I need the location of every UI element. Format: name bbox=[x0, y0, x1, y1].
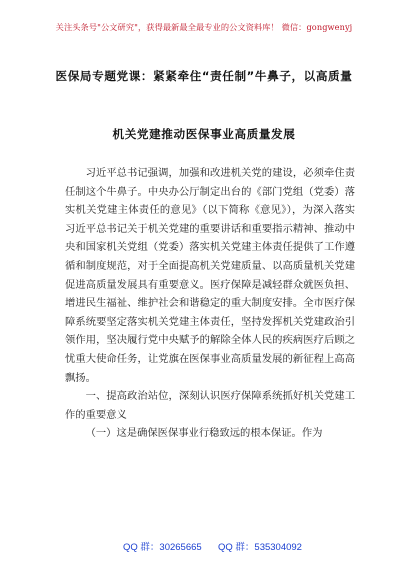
footer-qq-group-2: QQ 群：535304092 bbox=[218, 542, 302, 553]
document-title-line-1: 医保局专题党课：紧紧牵住“责任制”牛鼻子，以高质量 bbox=[55, 69, 353, 83]
paragraph-subsection-1: （一）这是确保医保事业行稳致远的根本保证。作为 bbox=[85, 427, 323, 440]
paragraph-intro: 习近平总书记强调，加强和改进机关党的建设，必须牵住责任制这个牛鼻子。中央办公厅制定出台的《部门党组（党委）落实机关党建主体责任的意见》（以下简称《意见》），为深入落实习近平总书记关于机关党建的重要讲话和重要指示精神、推动中央和国家机关党组（党委）落实机关党建主体责任提供了工作遵循和制度规范，对于全面提高机关党建质量、以高质量机关党建促进高质量发展具有重要意义。医疗保障是减轻群众就医负担、增进民生福祉、维护社会和谐稳定的重大制度安排。全市医疗保障系统要坚定落实机关党建主体责任，坚持发挥机关党建政治引领作用，坚决履行党中央赋予的解除全体人民的疾病医疗后顾之忧重大使命任务，让党旗在医保事业高质量发展的新征程上高高飘扬。 bbox=[65, 167, 355, 384]
header-promo-note: 关注头条号"公文研究"，获得最新最全最专业的公文资料库！ 微信：gongwenyj bbox=[55, 22, 353, 32]
document-body bbox=[65, 164, 355, 443]
section-heading-1: 一、提高政治站位，深刻认识医疗保障系统抓好机关党建工作的重要意义 bbox=[65, 390, 355, 421]
document-title-line-2: 机关党建推动医保事业高质量发展 bbox=[112, 127, 296, 141]
footer-qq-group-1: QQ 群：30265665 bbox=[123, 542, 202, 553]
